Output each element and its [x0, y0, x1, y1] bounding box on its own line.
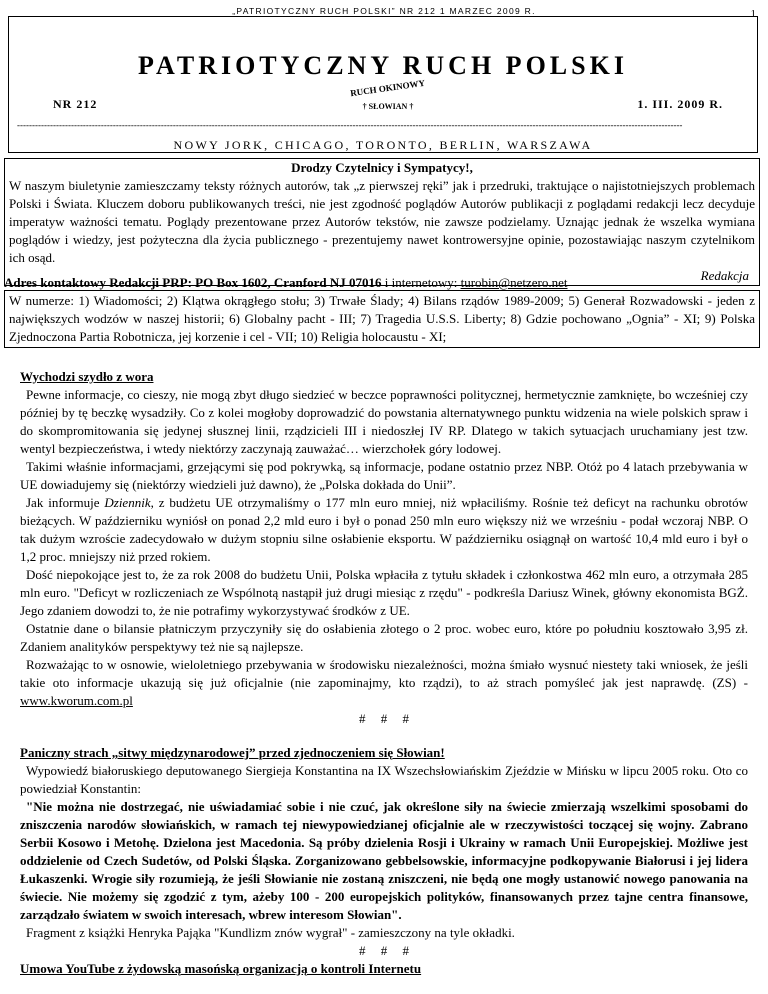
- issue-date: 1. III. 2009 R.: [637, 97, 723, 111]
- dashed-divider: ------------------------------------------------------------------------------------------------------------------------------------------------------------------------------------------------------------------------------: [17, 120, 683, 130]
- contact-email-link[interactable]: turobin@netzero.net: [460, 275, 568, 290]
- section-separator: # # #: [359, 711, 409, 726]
- logo-text-top: RUCH OKINOWY: [349, 77, 426, 99]
- article-3-title: Umowa YouTube z żydowską masońską organizacją o kontroli Internetu: [20, 961, 422, 976]
- logo-text-bottom: † SŁOWIAN †: [362, 102, 414, 111]
- ruch-slowian-logo: [349, 77, 426, 121]
- article-2-title: Paniczny strach „sitwy międzynarodowej” przed zjednoczeniem się Słowian!: [20, 745, 445, 760]
- contact-address: : PO Box 1602, Cranford NJ 07016: [187, 275, 382, 290]
- article-1-paragraph: Takimi właśnie informacjami, grzejącymi się pod pokrywką, są informacje, podane ostatnio przez NBP. Otóż po 4 latach przebywania w UE dowiadujemy się (niektórzy wiedzieli już dawno), że „Polska dokłada do Unii”.: [20, 459, 748, 492]
- masthead: [8, 16, 758, 153]
- article-1-paragraph: Dość niepokojące jest to, że za rok 2008 do budżetu Unii, Polska wpłaciła z tytułu składek i członkostwa 462 mln euro, a otrzymała 285 mln euro. "Deficyt w rozliczeniach ze Wspólnotą nastąpił już drugi miesiąc z rzędu" - podkreśla Dariusz Winek, główny ekonomista BGŻ. Jego zdaniem dowodzi to, że nie potrafimy wykorzystywać środków z UE.: [20, 567, 748, 618]
- article-2-paragraph: Wypowiedź białoruskiego deputowanego Siergieja Konstantina na IX Wszechsłowiańskim Zjeździe w Mińsku w lipcu 2005 roku. Oto co powiedział Konstantin:: [20, 763, 748, 796]
- contact-mid: i internetowy:: [381, 275, 461, 290]
- article-1-source: (ZS) -: [712, 675, 748, 690]
- article-2-note: Fragment z książki Henryka Pająka "Kundlizm znów wygrał" - zamieszczony na tyle okładki.: [26, 925, 515, 940]
- article-1-paragraph: Pewne informacje, co cieszy, nie mogą zbyt długo siedzieć w beczce poprawności politycznej, hermetycznie zamknięte, bo wcześniej czy później by tę beczkę wysadziły. Co z kolei mogłoby doprowadzić do powstania alternatywnego punktu widzenia na wiele polskich spraw i do skompromitowania się jedynej słusznej linii, rządzicieli III i niedoszłej IV RP. Dlatego w takich sytuacjach uruchamiany jest tzw. wentyl bezpieczeństwa, i wtedy niektórzy zaczynają zauważać… wierzchołek góry lodowej.: [20, 387, 748, 456]
- article-1-paragraph: Jak informuje Dziennik, z budżetu UE otrzymaliśmy o 177 mln euro mniej, niż wpłaciliśmy. Rośnie też deficyt na rachunku obrotów bieżących. W październiku wyniósł on ponad 2,2 mld euro i był o ponad 250 mln euro większy niż we wrześniu - podał wczoraj NBP. O tak dużym wzroście zadecydowało w dużym stopniu silne osłabienie eksportu. W październiku osiągnął on wartość 10,4 mld euro i był o 1,2 proc. mniejszy niż przed rokiem.: [20, 495, 749, 564]
- article-1-paragraph: Rozważając to w osnowie, wieloletniego przebywania w środowisku niezależności, można śmiało wysnuć niestety taki wniosek, że jeśli takie oto informacje ukazują się już oficjalnie (nie zapominajmy, kto rządzi), to aż strach pomyśleć jak jest naprawdę. (ZS) - www.kworum.com.pl: [20, 657, 748, 708]
- page-number: 1: [750, 8, 756, 20]
- intro-signature: Redakcja: [700, 268, 749, 283]
- intro-text: W naszym biuletynie zamieszczamy teksty różnych autorów, tak „z pierwszej ręki” jak i przedruki, traktujące o najistotniejszych problemach Polski i Świata. Kluczem doboru publikowanych treści, nie jest zgodność poglądów Autorów publikacji z poglądami redakcji lecz decyduje imperatyw ważności tematu. Poglądy prezentowane przez Autorów tekstów, nie zawsze podzielamy. Uznając jednak że wszelka wymiana poglądów i wiedzy, jest pożyteczna dla życia publicznego - prezentujemy nawet kontrowersyjne opinie, pozostawiając naszym czytelnikom ich osąd.: [9, 178, 755, 265]
- issue-number: NR 212: [53, 97, 98, 111]
- intro-box: [4, 158, 760, 286]
- contact-label: Adres kontaktowy Redakcji PRP: [4, 275, 188, 290]
- masthead-title: PATRIOTYCZNY RUCH POLSKI: [138, 51, 628, 80]
- article-2: [20, 744, 748, 978]
- source-link[interactable]: www.kworum.com.pl: [20, 693, 133, 708]
- section-separator: # # #: [359, 943, 409, 958]
- contents-box: W numerze: 1) Wiadomości; 2) Klątwa okrągłego stołu; 3) Trwałe Ślady; 4) Bilans rządów 1989-2009; 5) Generał Rozwadowski - jeden z największych wodzów w naszej historii; 6) Globalny pacht - III; 7) Tragedia U.S.S. Liberty; 8) Gdzie pochowano „Ognia” - XI; 9) Polska Zjednoczona Partia Robotnicza, jej korzenie i cel - VII; 10) Religia holocaustu - XI;: [4, 290, 760, 348]
- article-1-title: Wychodzi szydło z wora: [20, 369, 154, 384]
- cities-line: NOWY JORK, CHICAGO, TORONTO, BERLIN, WARSZAWA: [173, 138, 593, 152]
- article-1-paragraph: Ostatnie dane o bilansie płatniczym przyczyniły się do osłabienia złotego o 2 proc. wobec euro, które po południu kosztowało 3,95 zł. Zdaniem analityków perspektywy też nie są najlepsze.: [20, 621, 748, 654]
- intro-greeting: Drodzy Czytelnicy i Sympatycy!,: [291, 160, 473, 175]
- article-1: [20, 368, 748, 728]
- article-2-quote: "Nie można nie dostrzegać, nie uświadamiać sobie i nie czuć, jak określone siły na świecie zmierzają wszelkimi sposobami do zniszczenia narodów słowiańskich, w ramach tej niewypowiedzianej oficjalnie ale w rzeczywistości toczącej się wojny. Zabrano Serbii Kosowo i Metohę. Dzielona jest Macedonia. Są próby dzielenia Rosji i Ukrainy w ramach Unii Europejskiej. Możliwe jest oddzielenie od Czech Sudetów, od Polski Śląska. Zorganizowano gebbelsowskie, informacyjne podkopywanie Białorusi i jej lidera Łukaszenki. Wrogie siły rozumieją, że jeśli Słowianie nie zostaną zniszczeni, nie będą one mogły ustanowić nowego panowania na świecie. Nie możemy się zgodzić z tym, ażeby 100 - 200 europejskich polityków, finansowanych przez tajne centra finansowe, zarządzało światem w swoich interesach, wbrew interesom Słowian".: [20, 799, 748, 922]
- running-header: „PATRIOTYCZNY RUCH POLSKI” NR 212 1 MARZEC 2009 R.: [232, 6, 536, 16]
